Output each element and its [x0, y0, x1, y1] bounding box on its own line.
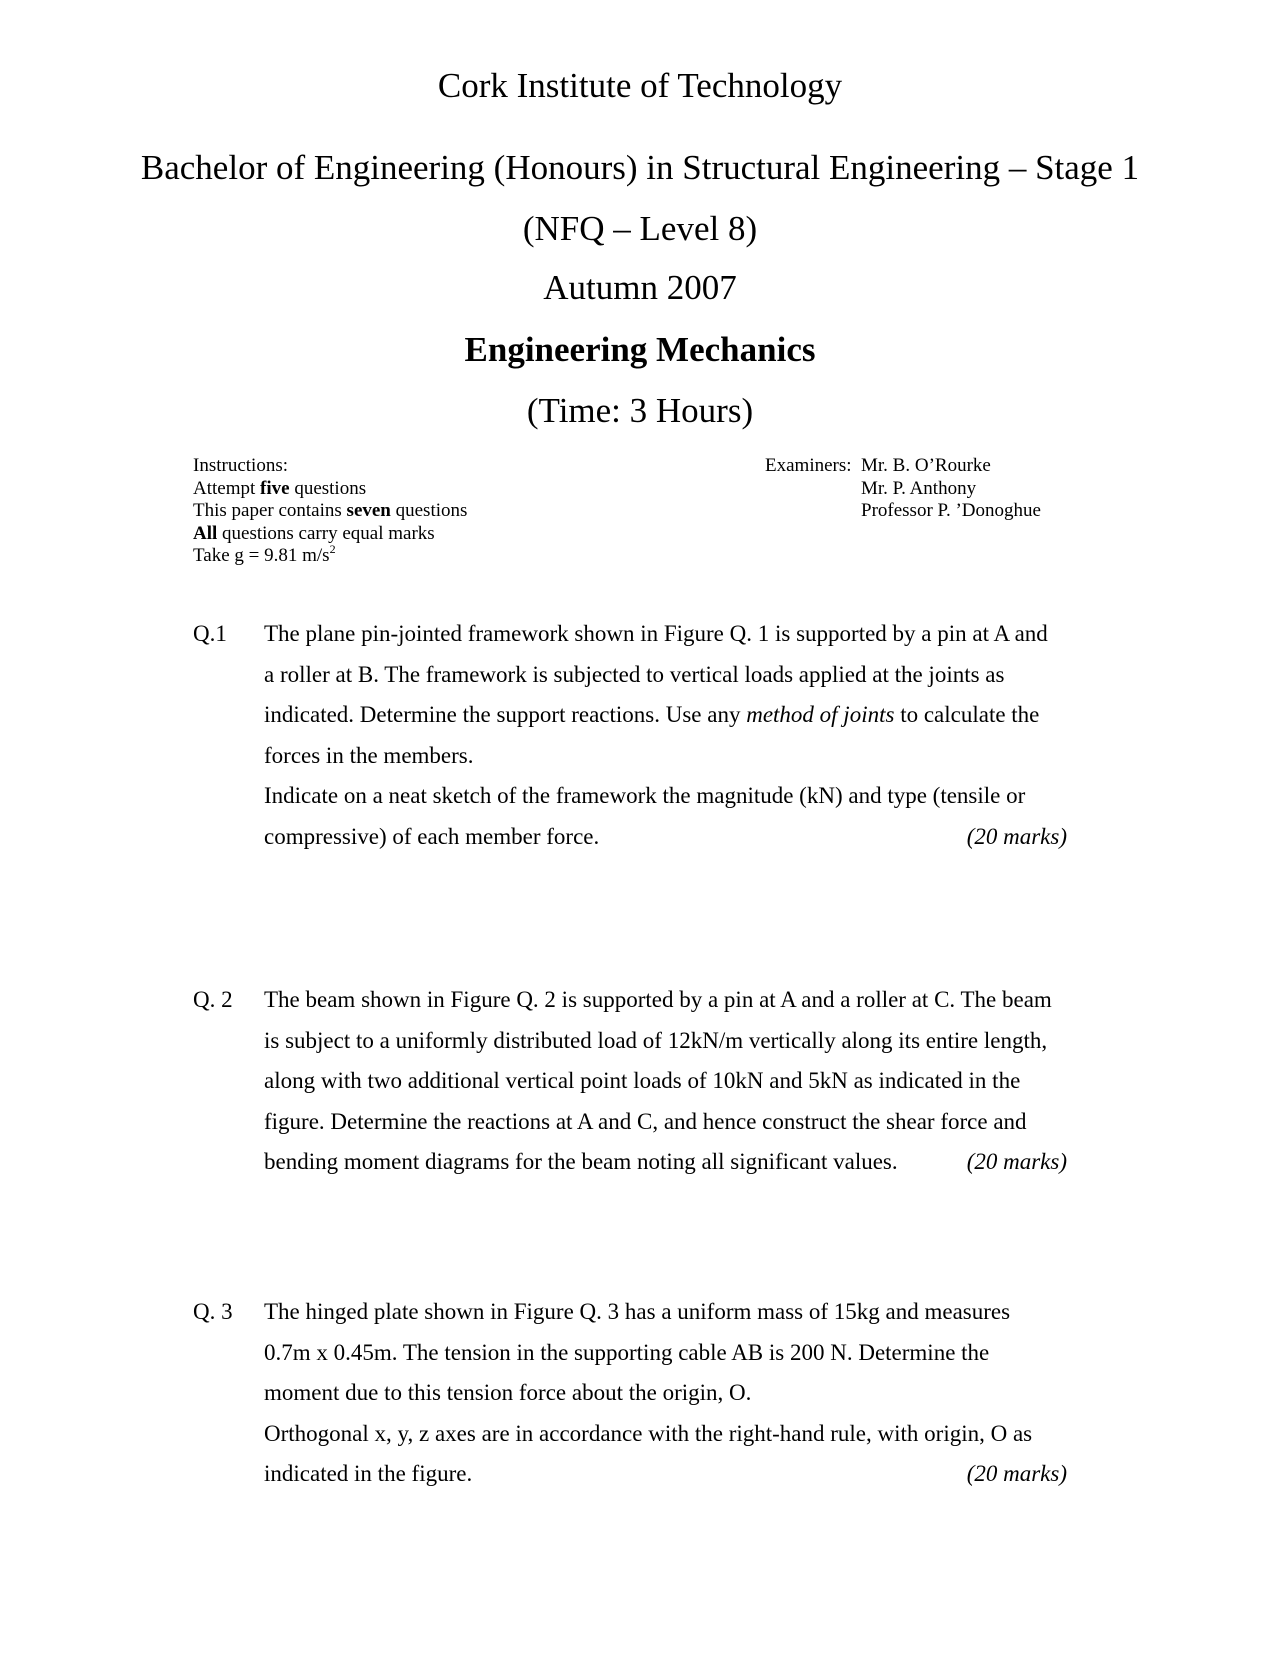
question-line: The plane pin-jointed framework shown in Figure Q. 1 is supported by a pin at A and: [264, 621, 1048, 646]
instruction-text: questions carry equal marks: [217, 522, 435, 544]
exam-session: Autumn 2007: [543, 268, 737, 307]
question-line: [264, 695, 1067, 736]
instructions-block: [193, 455, 467, 568]
instruction-superscript: 2: [329, 541, 336, 556]
instruction-contains: [193, 500, 467, 523]
question-body: [264, 1292, 1067, 1495]
question-line: 0.7m x 0.45m. The tension in the supporting cable AB is 200 N. Determine the: [264, 1339, 990, 1365]
question-line: along with two additional vertical point loads of 10kN and 5kN as indicated in the: [264, 1068, 1021, 1094]
instruction-emphasis: seven: [346, 500, 391, 521]
subject-title: Engineering Mechanics: [464, 330, 816, 369]
examiner-name: Professor P. ’Donoghue: [861, 500, 1041, 521]
question-marks: (20 marks): [966, 823, 1067, 849]
instruction-attempt: [193, 478, 467, 501]
instruction-text: Attempt: [193, 477, 261, 499]
question-line: figure. Determine the reactions at A and C, and hence construct the shear force and: [264, 1108, 1027, 1134]
instructions-heading: Instructions:: [193, 455, 288, 476]
question-text: indicated in the figure.: [264, 1461, 473, 1487]
question-text: to calculate the: [894, 702, 1040, 728]
examiner-name: Mr. B. O’Rourke: [861, 455, 991, 476]
question-line: forces in the members.: [264, 742, 474, 768]
question-emphasis: method of joints: [746, 702, 895, 728]
question-body: [264, 980, 1067, 1183]
examiner-names: [861, 455, 1041, 523]
question-line: Orthogonal x, y, z axes are in accordance with the right-hand rule, with origin, O as: [264, 1420, 1033, 1446]
question-line: is subject to a uniformly distributed load of 12kN/m vertically along its entire length,: [264, 1027, 1048, 1053]
instruction-emphasis: five: [260, 477, 290, 499]
examiners-block: [765, 455, 1041, 523]
instruction-gravity: [193, 541, 467, 568]
question-number: Q. 2: [193, 987, 233, 1012]
question-line: [264, 1454, 1067, 1495]
question-line: [264, 817, 1067, 858]
instruction-text: This paper contains: [193, 500, 347, 521]
question-text: bending moment diagrams for the beam noting all significant values.: [264, 1149, 898, 1175]
question-line: The beam shown in Figure Q. 2 is supported by a pin at A and a roller at C. The beam: [264, 987, 1052, 1012]
instruction-emphasis: All: [193, 522, 218, 544]
question-line: moment due to this tension force about the origin, O.: [264, 1380, 752, 1406]
question-number: Q.1: [193, 621, 227, 646]
instruction-text: questions: [289, 477, 367, 499]
programme-title: Bachelor of Engineering (Honours) in Structural Engineering – Stage 1: [140, 148, 1140, 187]
institution-name: Cork Institute of Technology: [437, 66, 843, 105]
exam-duration: (Time: 3 Hours): [526, 391, 754, 430]
question-marks: (20 marks): [966, 1149, 1067, 1175]
question-text: compressive) of each member force.: [264, 823, 600, 849]
question-text: indicated. Determine the support reactions. Use any: [264, 702, 747, 728]
examiners-label: Examiners:: [765, 455, 852, 476]
question-line: The hinged plate shown in Figure Q. 3 has a uniform mass of 15kg and measures: [264, 1299, 1011, 1324]
question-line: Indicate on a neat sketch of the framework the magnitude (kN) and type (tensile or: [264, 783, 1026, 809]
instruction-text: questions: [390, 500, 468, 521]
instruction-text: Take g = 9.81 m/s: [193, 545, 330, 566]
question-marks: (20 marks): [966, 1461, 1067, 1487]
question-line: [264, 1142, 1067, 1183]
nfq-level: (NFQ – Level 8): [522, 209, 758, 248]
question-body: [264, 614, 1067, 858]
question-number: Q. 3: [193, 1299, 233, 1324]
question-line: a roller at B. The framework is subjected to vertical loads applied at the joints as: [264, 661, 1005, 687]
examiner-name: Mr. P. Anthony: [861, 477, 977, 499]
